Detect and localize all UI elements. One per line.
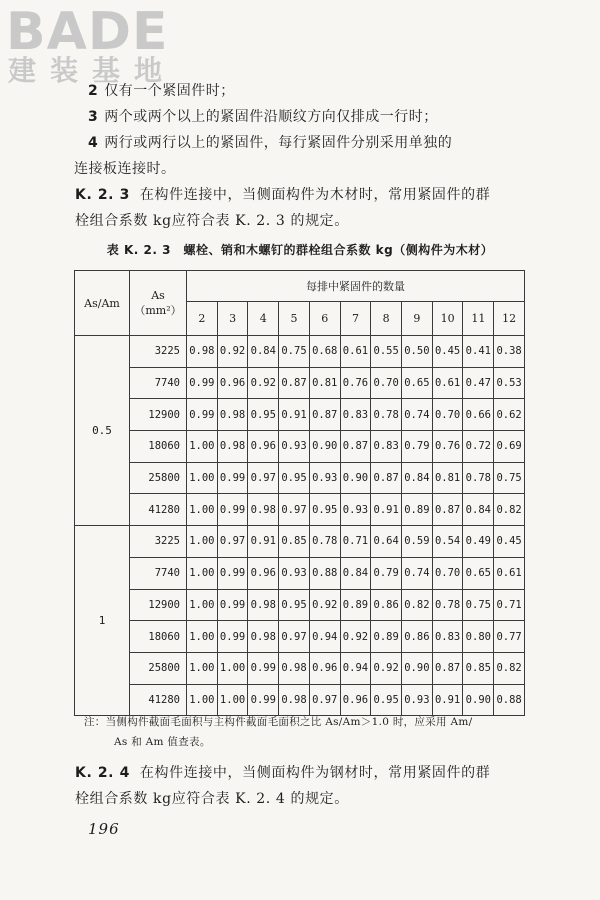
factor-cell: 0.87 — [309, 399, 340, 431]
table-row — [75, 621, 525, 653]
factor-cell: 0.93 — [402, 684, 433, 716]
factor-cell: 0.99 — [217, 589, 248, 621]
count-header-cell: 8 — [371, 302, 402, 336]
factor-cell: 0.89 — [402, 494, 433, 526]
list-item-text: 仅有一个紧固件时； — [104, 83, 235, 99]
factor-cell: 1.00 — [187, 557, 218, 589]
factor-cell: 0.61 — [432, 367, 463, 399]
factor-cell: 0.95 — [371, 684, 402, 716]
factor-cell: 0.79 — [402, 431, 433, 463]
factor-cell: 0.82 — [494, 494, 525, 526]
factor-cell: 1.00 — [187, 621, 218, 653]
factor-cell: 0.87 — [371, 462, 402, 494]
factor-cell: 0.99 — [187, 367, 218, 399]
factor-cell: 0.97 — [279, 494, 310, 526]
factor-cell: 0.92 — [217, 336, 248, 368]
table-note — [84, 712, 524, 752]
list-item-text: 两个或两个以上的紧固件沿顺纹方向仅排成一行时； — [104, 109, 438, 125]
list-item-text: 两行或两行以上的紧固件，每行紧固件分别采用单独的 — [104, 135, 453, 151]
count-header-cell: 6 — [309, 302, 340, 336]
area-cell: 41280 — [130, 684, 187, 716]
group-factor-table — [74, 270, 525, 716]
factor-cell: 0.84 — [463, 494, 494, 526]
factor-cell: 0.99 — [187, 399, 218, 431]
clause-text: 在构件连接中，当侧面构件为木材时，常用紧固件的群 — [139, 187, 491, 203]
factor-cell: 0.70 — [432, 557, 463, 589]
factor-cell: 0.47 — [463, 367, 494, 399]
factor-cell: 0.87 — [432, 652, 463, 684]
factor-cell: 0.80 — [463, 621, 494, 653]
area-header-symbol: As — [151, 288, 165, 302]
area-cell: 3225 — [130, 336, 187, 368]
clause-number: K. 2. 4 — [75, 765, 130, 781]
factor-cell: 0.91 — [279, 399, 310, 431]
factor-cell: 0.82 — [494, 652, 525, 684]
factor-cell: 0.98 — [248, 494, 279, 526]
factor-cell: 0.83 — [340, 399, 371, 431]
factor-cell: 0.88 — [309, 557, 340, 589]
area-column-header — [130, 271, 187, 336]
factor-cell: 0.85 — [463, 652, 494, 684]
table-row — [75, 336, 525, 368]
count-header-cell: 3 — [217, 302, 248, 336]
count-header-cell: 7 — [340, 302, 371, 336]
factor-cell: 0.86 — [371, 589, 402, 621]
list-item — [88, 104, 518, 130]
clause-text-continued: 栓组合系数 kg应符合表 K. 2. 4 的规定。 — [75, 791, 349, 807]
table-row — [75, 557, 525, 589]
factor-cell: 0.61 — [494, 557, 525, 589]
table-row — [75, 399, 525, 431]
factor-cell: 0.75 — [463, 589, 494, 621]
area-cell: 7740 — [130, 557, 187, 589]
factor-cell: 0.98 — [279, 684, 310, 716]
factor-cell: 0.76 — [340, 367, 371, 399]
table-row — [75, 652, 525, 684]
list-item — [74, 130, 518, 182]
factor-cell: 0.70 — [371, 367, 402, 399]
factor-cell: 0.87 — [279, 367, 310, 399]
area-cell: 3225 — [130, 526, 187, 558]
area-cell: 12900 — [130, 589, 187, 621]
page-number: 196 — [88, 820, 120, 838]
count-header-cell: 12 — [494, 302, 525, 336]
count-header-cell: 4 — [248, 302, 279, 336]
factor-cell: 0.61 — [340, 336, 371, 368]
factor-cell: 0.90 — [463, 684, 494, 716]
area-cell: 18060 — [130, 621, 187, 653]
factor-cell: 0.99 — [217, 462, 248, 494]
factor-cell: 0.89 — [371, 621, 402, 653]
list-item — [88, 78, 518, 104]
clause-text: 在构件连接中，当侧面构件为钢材时，常用紧固件的群 — [139, 765, 491, 781]
factor-cell: 0.92 — [340, 621, 371, 653]
factor-cell: 0.83 — [371, 431, 402, 463]
table-row — [75, 494, 525, 526]
factor-cell: 0.96 — [248, 431, 279, 463]
factor-cell: 0.50 — [402, 336, 433, 368]
table-row — [75, 526, 525, 558]
count-group-header: 每排中紧固件的数量 — [187, 271, 525, 302]
factor-cell: 0.98 — [279, 652, 310, 684]
factor-cell: 0.94 — [340, 652, 371, 684]
factor-cell: 0.55 — [371, 336, 402, 368]
logo-subtext: 建装基地 — [8, 54, 177, 87]
factor-cell: 0.86 — [402, 621, 433, 653]
factor-cell: 0.59 — [402, 526, 433, 558]
factor-cell: 0.84 — [402, 462, 433, 494]
factor-cell: 0.71 — [494, 589, 525, 621]
factor-cell: 0.78 — [309, 526, 340, 558]
factor-cell: 0.98 — [217, 399, 248, 431]
clause-text-continued: 栓组合系数 kg应符合表 K. 2. 3 的规定。 — [75, 213, 349, 229]
factor-cell: 0.65 — [402, 367, 433, 399]
factor-cell: 0.91 — [432, 684, 463, 716]
factor-cell: 0.99 — [248, 684, 279, 716]
factor-cell: 0.95 — [309, 494, 340, 526]
factor-cell: 1.00 — [187, 494, 218, 526]
logo-text: BADE — [6, 2, 169, 62]
factor-cell: 0.88 — [494, 684, 525, 716]
factor-cell: 0.49 — [463, 526, 494, 558]
count-header-cell: 2 — [187, 302, 218, 336]
factor-cell: 0.75 — [279, 336, 310, 368]
factor-cell: 0.95 — [248, 399, 279, 431]
factor-cell: 0.90 — [402, 652, 433, 684]
factor-cell: 0.95 — [279, 462, 310, 494]
table-row — [75, 462, 525, 494]
area-cell: 12900 — [130, 399, 187, 431]
factor-cell: 0.90 — [340, 462, 371, 494]
factor-cell: 0.81 — [432, 462, 463, 494]
clause-number: K. 2. 3 — [75, 187, 130, 203]
factor-cell: 0.65 — [463, 557, 494, 589]
factor-cell: 0.97 — [309, 684, 340, 716]
factor-cell: 0.99 — [217, 621, 248, 653]
factor-cell: 0.93 — [279, 431, 310, 463]
factor-cell: 0.82 — [402, 589, 433, 621]
factor-cell: 0.87 — [432, 494, 463, 526]
factor-cell: 0.98 — [248, 589, 279, 621]
factor-cell: 0.38 — [494, 336, 525, 368]
ratio-group-cell: 0.5 — [75, 336, 130, 526]
factor-cell: 0.91 — [248, 526, 279, 558]
area-cell: 25800 — [130, 652, 187, 684]
factor-cell: 0.84 — [340, 557, 371, 589]
count-header-cell: 11 — [463, 302, 494, 336]
list-item-number: 2 — [88, 83, 99, 99]
factor-cell: 0.74 — [402, 399, 433, 431]
factor-cell: 0.92 — [248, 367, 279, 399]
factor-cell: 0.78 — [432, 589, 463, 621]
list-item-number: 4 — [88, 135, 99, 151]
factor-cell: 0.96 — [248, 557, 279, 589]
factor-cell: 0.64 — [371, 526, 402, 558]
factor-cell: 0.53 — [494, 367, 525, 399]
factor-cell: 1.00 — [187, 589, 218, 621]
factor-cell: 0.96 — [217, 367, 248, 399]
factor-cell: 0.89 — [340, 589, 371, 621]
factor-cell: 0.96 — [340, 684, 371, 716]
factor-cell: 0.75 — [494, 462, 525, 494]
factor-cell: 0.77 — [494, 621, 525, 653]
table-row — [75, 431, 525, 463]
factor-cell: 0.87 — [340, 431, 371, 463]
count-header-cell: 9 — [402, 302, 433, 336]
factor-cell: 1.00 — [187, 462, 218, 494]
factor-cell: 0.97 — [248, 462, 279, 494]
clause-k24 — [75, 760, 525, 812]
list-item-number: 3 — [88, 109, 99, 125]
factor-cell: 1.00 — [217, 684, 248, 716]
factor-cell: 0.68 — [309, 336, 340, 368]
factor-cell: 0.97 — [217, 526, 248, 558]
factor-cell: 0.98 — [187, 336, 218, 368]
factor-cell: 1.00 — [187, 526, 218, 558]
factor-cell: 0.78 — [463, 462, 494, 494]
factor-cell: 0.93 — [340, 494, 371, 526]
factor-cell: 0.71 — [340, 526, 371, 558]
factor-cell: 0.99 — [217, 557, 248, 589]
factor-cell: 0.41 — [463, 336, 494, 368]
count-header-cell: 5 — [279, 302, 310, 336]
factor-cell: 0.94 — [309, 621, 340, 653]
area-cell: 41280 — [130, 494, 187, 526]
factor-cell: 0.45 — [432, 336, 463, 368]
factor-cell: 0.62 — [494, 399, 525, 431]
factor-cell: 0.79 — [371, 557, 402, 589]
factor-cell: 0.99 — [217, 494, 248, 526]
factor-cell: 0.85 — [279, 526, 310, 558]
factor-cell: 0.92 — [371, 652, 402, 684]
watermark-logo — [6, 4, 176, 86]
clause-k23 — [75, 182, 525, 234]
factor-cell: 0.84 — [248, 336, 279, 368]
area-cell: 25800 — [130, 462, 187, 494]
factor-cell: 1.00 — [217, 652, 248, 684]
ratio-column-header: As/Am — [75, 271, 130, 336]
factor-cell: 0.98 — [248, 621, 279, 653]
list-item-text-continued: 连接板连接时。 — [74, 161, 176, 177]
factor-cell: 0.97 — [279, 621, 310, 653]
factor-cell: 0.74 — [402, 557, 433, 589]
factor-cell: 0.66 — [463, 399, 494, 431]
factor-cell: 0.45 — [494, 526, 525, 558]
area-header-unit: （mm²） — [134, 303, 182, 317]
factor-cell: 0.78 — [371, 399, 402, 431]
factor-cell: 0.98 — [217, 431, 248, 463]
factor-cell: 1.00 — [187, 652, 218, 684]
area-cell: 18060 — [130, 431, 187, 463]
factor-cell: 1.00 — [187, 431, 218, 463]
area-cell: 7740 — [130, 367, 187, 399]
table-body — [75, 336, 525, 716]
table-title: 表 K. 2. 3 螺栓、销和木螺钉的群栓组合系数 kg（侧构件为木材） — [106, 243, 494, 257]
table-row — [75, 589, 525, 621]
table-header — [75, 271, 525, 336]
factor-cell: 0.72 — [463, 431, 494, 463]
factor-cell: 0.69 — [494, 431, 525, 463]
factor-cell: 0.92 — [309, 589, 340, 621]
factor-cell: 0.70 — [432, 399, 463, 431]
factor-cell: 0.95 — [279, 589, 310, 621]
table-row — [75, 367, 525, 399]
factor-cell: 0.96 — [309, 652, 340, 684]
factor-cell: 0.99 — [248, 652, 279, 684]
factor-cell: 0.54 — [432, 526, 463, 558]
factor-cell: 0.76 — [432, 431, 463, 463]
factor-cell: 0.93 — [309, 462, 340, 494]
factor-cell: 0.83 — [432, 621, 463, 653]
ratio-group-cell: 1 — [75, 526, 130, 716]
factor-cell: 0.90 — [309, 431, 340, 463]
factor-cell: 1.00 — [187, 684, 218, 716]
table-row — [75, 684, 525, 716]
factor-cell: 0.93 — [279, 557, 310, 589]
count-header-cell: 10 — [432, 302, 463, 336]
note-line-2: As 和 Am 值查表。 — [114, 736, 211, 748]
factor-cell: 0.91 — [371, 494, 402, 526]
factor-cell: 0.81 — [309, 367, 340, 399]
note-line-1: 注：当侧构件截面毛面积与主构件截面毛面积之比 As/Am＞1.0 时，应采用 Am/ — [84, 716, 473, 728]
